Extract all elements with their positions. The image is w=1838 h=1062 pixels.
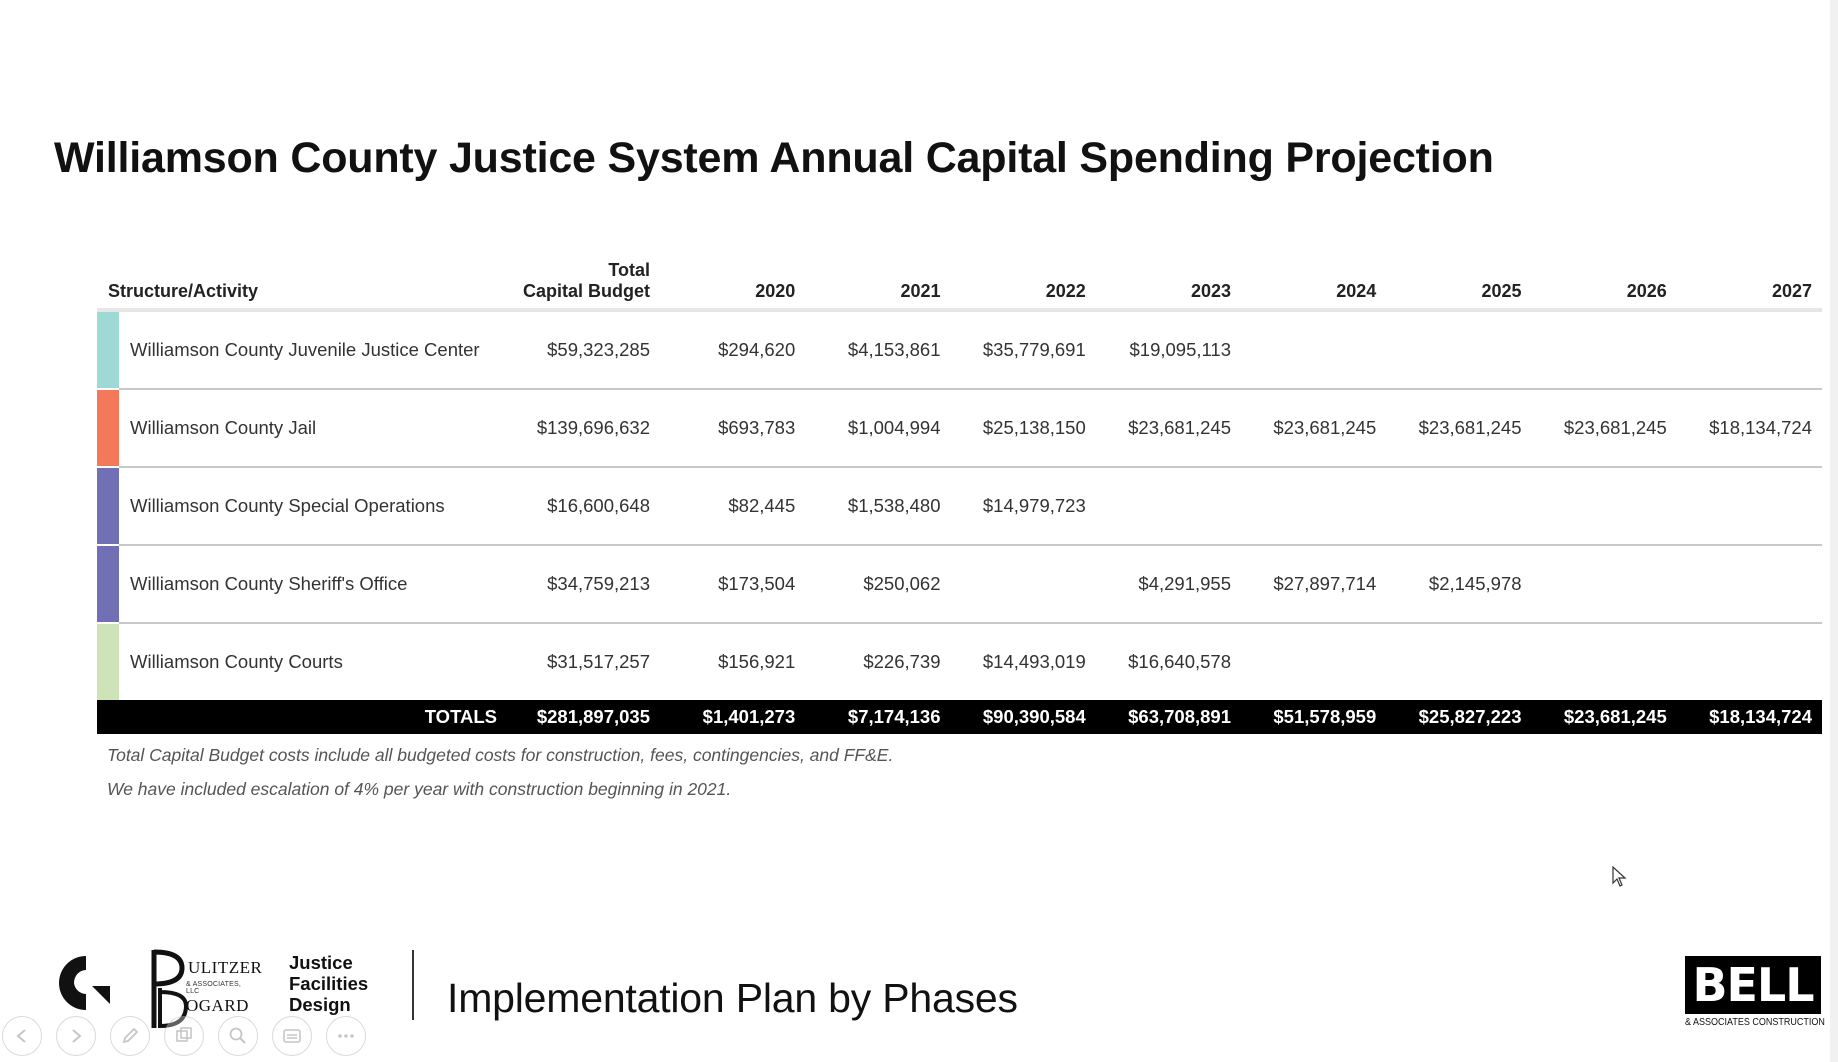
- totals-year-value: $25,827,223: [1376, 700, 1521, 734]
- row-year-value: $18,134,724: [1667, 389, 1812, 467]
- row-total: $139,696,632: [497, 389, 650, 467]
- mouse-pointer-icon: [1612, 866, 1628, 888]
- row-year-value: $173,504: [650, 545, 795, 623]
- pb-logo-lower-text: OGARD: [186, 996, 249, 1015]
- zoom-button[interactable]: [218, 1016, 258, 1056]
- row-color-bar: [97, 389, 119, 467]
- subtitles-icon: [281, 1025, 303, 1047]
- row-year-value: [1667, 310, 1812, 389]
- jfd-line: Design: [289, 994, 351, 1015]
- budget-table: [97, 252, 1822, 734]
- row-year-value: $23,681,245: [1522, 389, 1667, 467]
- row-year-value: [1086, 467, 1231, 545]
- slides-icon: [173, 1025, 195, 1047]
- slide-title: Williamson County Justice System Annual Capital Spending Projection: [54, 134, 1494, 182]
- row-spacer: [1812, 389, 1822, 467]
- row-year-value: $14,979,723: [941, 467, 1086, 545]
- row-year-value: $4,153,861: [795, 310, 940, 389]
- row-total: $31,517,257: [547, 651, 651, 672]
- header-year: 2020: [650, 252, 795, 310]
- see-all-slides-button[interactable]: [164, 1016, 204, 1056]
- row-year-value: $1,538,480: [795, 467, 940, 545]
- row-name: Williamson County Sheriff's Office: [119, 545, 497, 623]
- pen-icon: [119, 1025, 141, 1047]
- row-year-value: $294,620: [650, 310, 795, 389]
- note-line: We have included escalation of 4% per year with construction beginning in 2021.: [107, 779, 732, 799]
- header-year: 2027: [1667, 252, 1812, 310]
- totals-year-value: $7,174,136: [795, 700, 940, 734]
- header-year: 2022: [941, 252, 1086, 310]
- totals-total: $281,897,035: [497, 700, 650, 734]
- row-total: $34,759,213: [497, 545, 650, 623]
- header-total-capital-budget: [497, 252, 650, 310]
- header-year: 2026: [1522, 252, 1667, 310]
- next-icon: [65, 1025, 87, 1047]
- row-total: $59,323,285: [497, 310, 650, 389]
- row-year-value: $23,681,245: [1231, 389, 1376, 467]
- table-row: [97, 545, 1822, 623]
- bell-construction-logo: [1685, 956, 1825, 1030]
- row-year-value: $156,921: [718, 651, 796, 672]
- row-color-bar: [97, 310, 119, 389]
- firm-g-logo-icon: [52, 954, 114, 1012]
- presentation-toolbar: [0, 1016, 366, 1060]
- row-year-value: $23,681,245: [1376, 389, 1521, 467]
- row-year-value: [1522, 467, 1667, 545]
- header-year: 2023: [1086, 252, 1231, 310]
- row-year-value: [1522, 545, 1667, 623]
- row-spacer: [1812, 310, 1822, 389]
- jfd-line: Justice: [289, 952, 353, 973]
- header-year: 2025: [1376, 252, 1521, 310]
- row-year-value: $1,004,994: [795, 389, 940, 467]
- note-line: Total Capital Budget costs include all budgeted costs for construction, fees, contingencies, and FF&E.: [107, 745, 894, 765]
- row-name: Williamson County Jail: [119, 389, 497, 467]
- row-year-value: $2,145,978: [1376, 545, 1521, 623]
- totals-year-value: $1,401,273: [650, 700, 795, 734]
- totals-label: TOTALS: [97, 700, 497, 734]
- pb-logo-upper-text: ULITZER: [188, 958, 263, 977]
- totals-year-value: $90,390,584: [941, 700, 1086, 734]
- more-icon: [335, 1025, 357, 1047]
- justice-facilities-design-logo: [289, 952, 368, 1015]
- row-spacer: [1812, 467, 1822, 545]
- row-year-value: $4,291,955: [1086, 545, 1231, 623]
- slide-edge: [1830, 0, 1838, 1062]
- row-year-value: [1376, 310, 1521, 389]
- row-year-value: [1231, 623, 1376, 700]
- row-year-value: $82,445: [650, 467, 795, 545]
- budget-table-container: [97, 252, 1813, 734]
- row-year-value: [1376, 623, 1521, 700]
- row-year-value: [941, 545, 1086, 623]
- row-year-value: $19,095,113: [1086, 310, 1231, 389]
- header-structure-activity: Structure/Activity: [97, 252, 497, 310]
- header-spacer: [1812, 252, 1822, 310]
- row-spacer: [1812, 623, 1822, 700]
- row-spacer: [1812, 545, 1822, 623]
- row-color-bar: [97, 623, 119, 700]
- table-row: [97, 623, 1822, 700]
- table-row: [97, 467, 1822, 545]
- bell-logo-subtitle: & ASSOCIATES CONSTRUCTION: [1685, 1017, 1825, 1028]
- totals-row: [97, 700, 1822, 734]
- totals-year-value: $23,681,245: [1522, 700, 1667, 734]
- bell-logo-mark: BELL: [1685, 956, 1821, 1014]
- footer-divider: [412, 950, 414, 1020]
- header-year: 2021: [795, 252, 940, 310]
- row-year-value: $35,779,691: [941, 310, 1086, 389]
- row-year-value: [1376, 467, 1521, 545]
- row-name: Williamson County Special Operations: [119, 467, 497, 545]
- totals-year-value: $63,708,891: [1086, 700, 1231, 734]
- row-year-value: [1667, 545, 1812, 623]
- table-row: [97, 310, 1822, 389]
- row-year-value: [1231, 310, 1376, 389]
- header-total-line1: Total: [608, 260, 651, 280]
- row-year-value: [1231, 467, 1376, 545]
- row-year-value: $16,640,578: [1128, 651, 1232, 672]
- header-year: 2024: [1231, 252, 1376, 310]
- row-year-value: $250,062: [795, 545, 940, 623]
- row-year-value: [1522, 310, 1667, 389]
- row-year-value: [1667, 623, 1812, 700]
- row-year-value: [1667, 467, 1812, 545]
- table-header-row: [97, 252, 1822, 310]
- previous-slide-button[interactable]: [2, 1016, 42, 1056]
- row-year-value: $27,897,714: [1231, 545, 1376, 623]
- row-color-bar: [97, 467, 119, 545]
- row-year-value: $25,138,150: [941, 389, 1086, 467]
- row-year-value: $226,739: [863, 651, 941, 672]
- more-options-button[interactable]: [326, 1016, 366, 1056]
- pen-button[interactable]: [110, 1016, 150, 1056]
- row-total: $16,600,648: [497, 467, 650, 545]
- header-total-line2: Capital Budget: [523, 281, 651, 301]
- table-notes: [107, 738, 893, 806]
- row-name: Williamson County Juvenile Justice Center: [119, 310, 497, 389]
- row-color-bar: [97, 545, 119, 623]
- pb-logo-mid-text: & ASSOCIATES, LLC: [186, 981, 241, 995]
- row-year-value: $14,493,019: [982, 651, 1086, 672]
- totals-spacer: [1812, 700, 1822, 734]
- row-year-value: $693,783: [650, 389, 795, 467]
- row-year-value: [1522, 623, 1667, 700]
- table-row: [97, 389, 1822, 467]
- previous-icon: [11, 1025, 33, 1047]
- phase-title: Implementation Plan by Phases: [447, 975, 1018, 1021]
- next-slide-button[interactable]: [56, 1016, 96, 1056]
- row-name: Williamson County Courts: [130, 651, 343, 672]
- subtitles-button[interactable]: [272, 1016, 312, 1056]
- row-year-value: $23,681,245: [1086, 389, 1231, 467]
- totals-year-value: $51,578,959: [1231, 700, 1376, 734]
- jfd-line: Facilities: [289, 973, 369, 994]
- totals-year-value: $18,134,724: [1667, 700, 1812, 734]
- zoom-icon: [227, 1025, 249, 1047]
